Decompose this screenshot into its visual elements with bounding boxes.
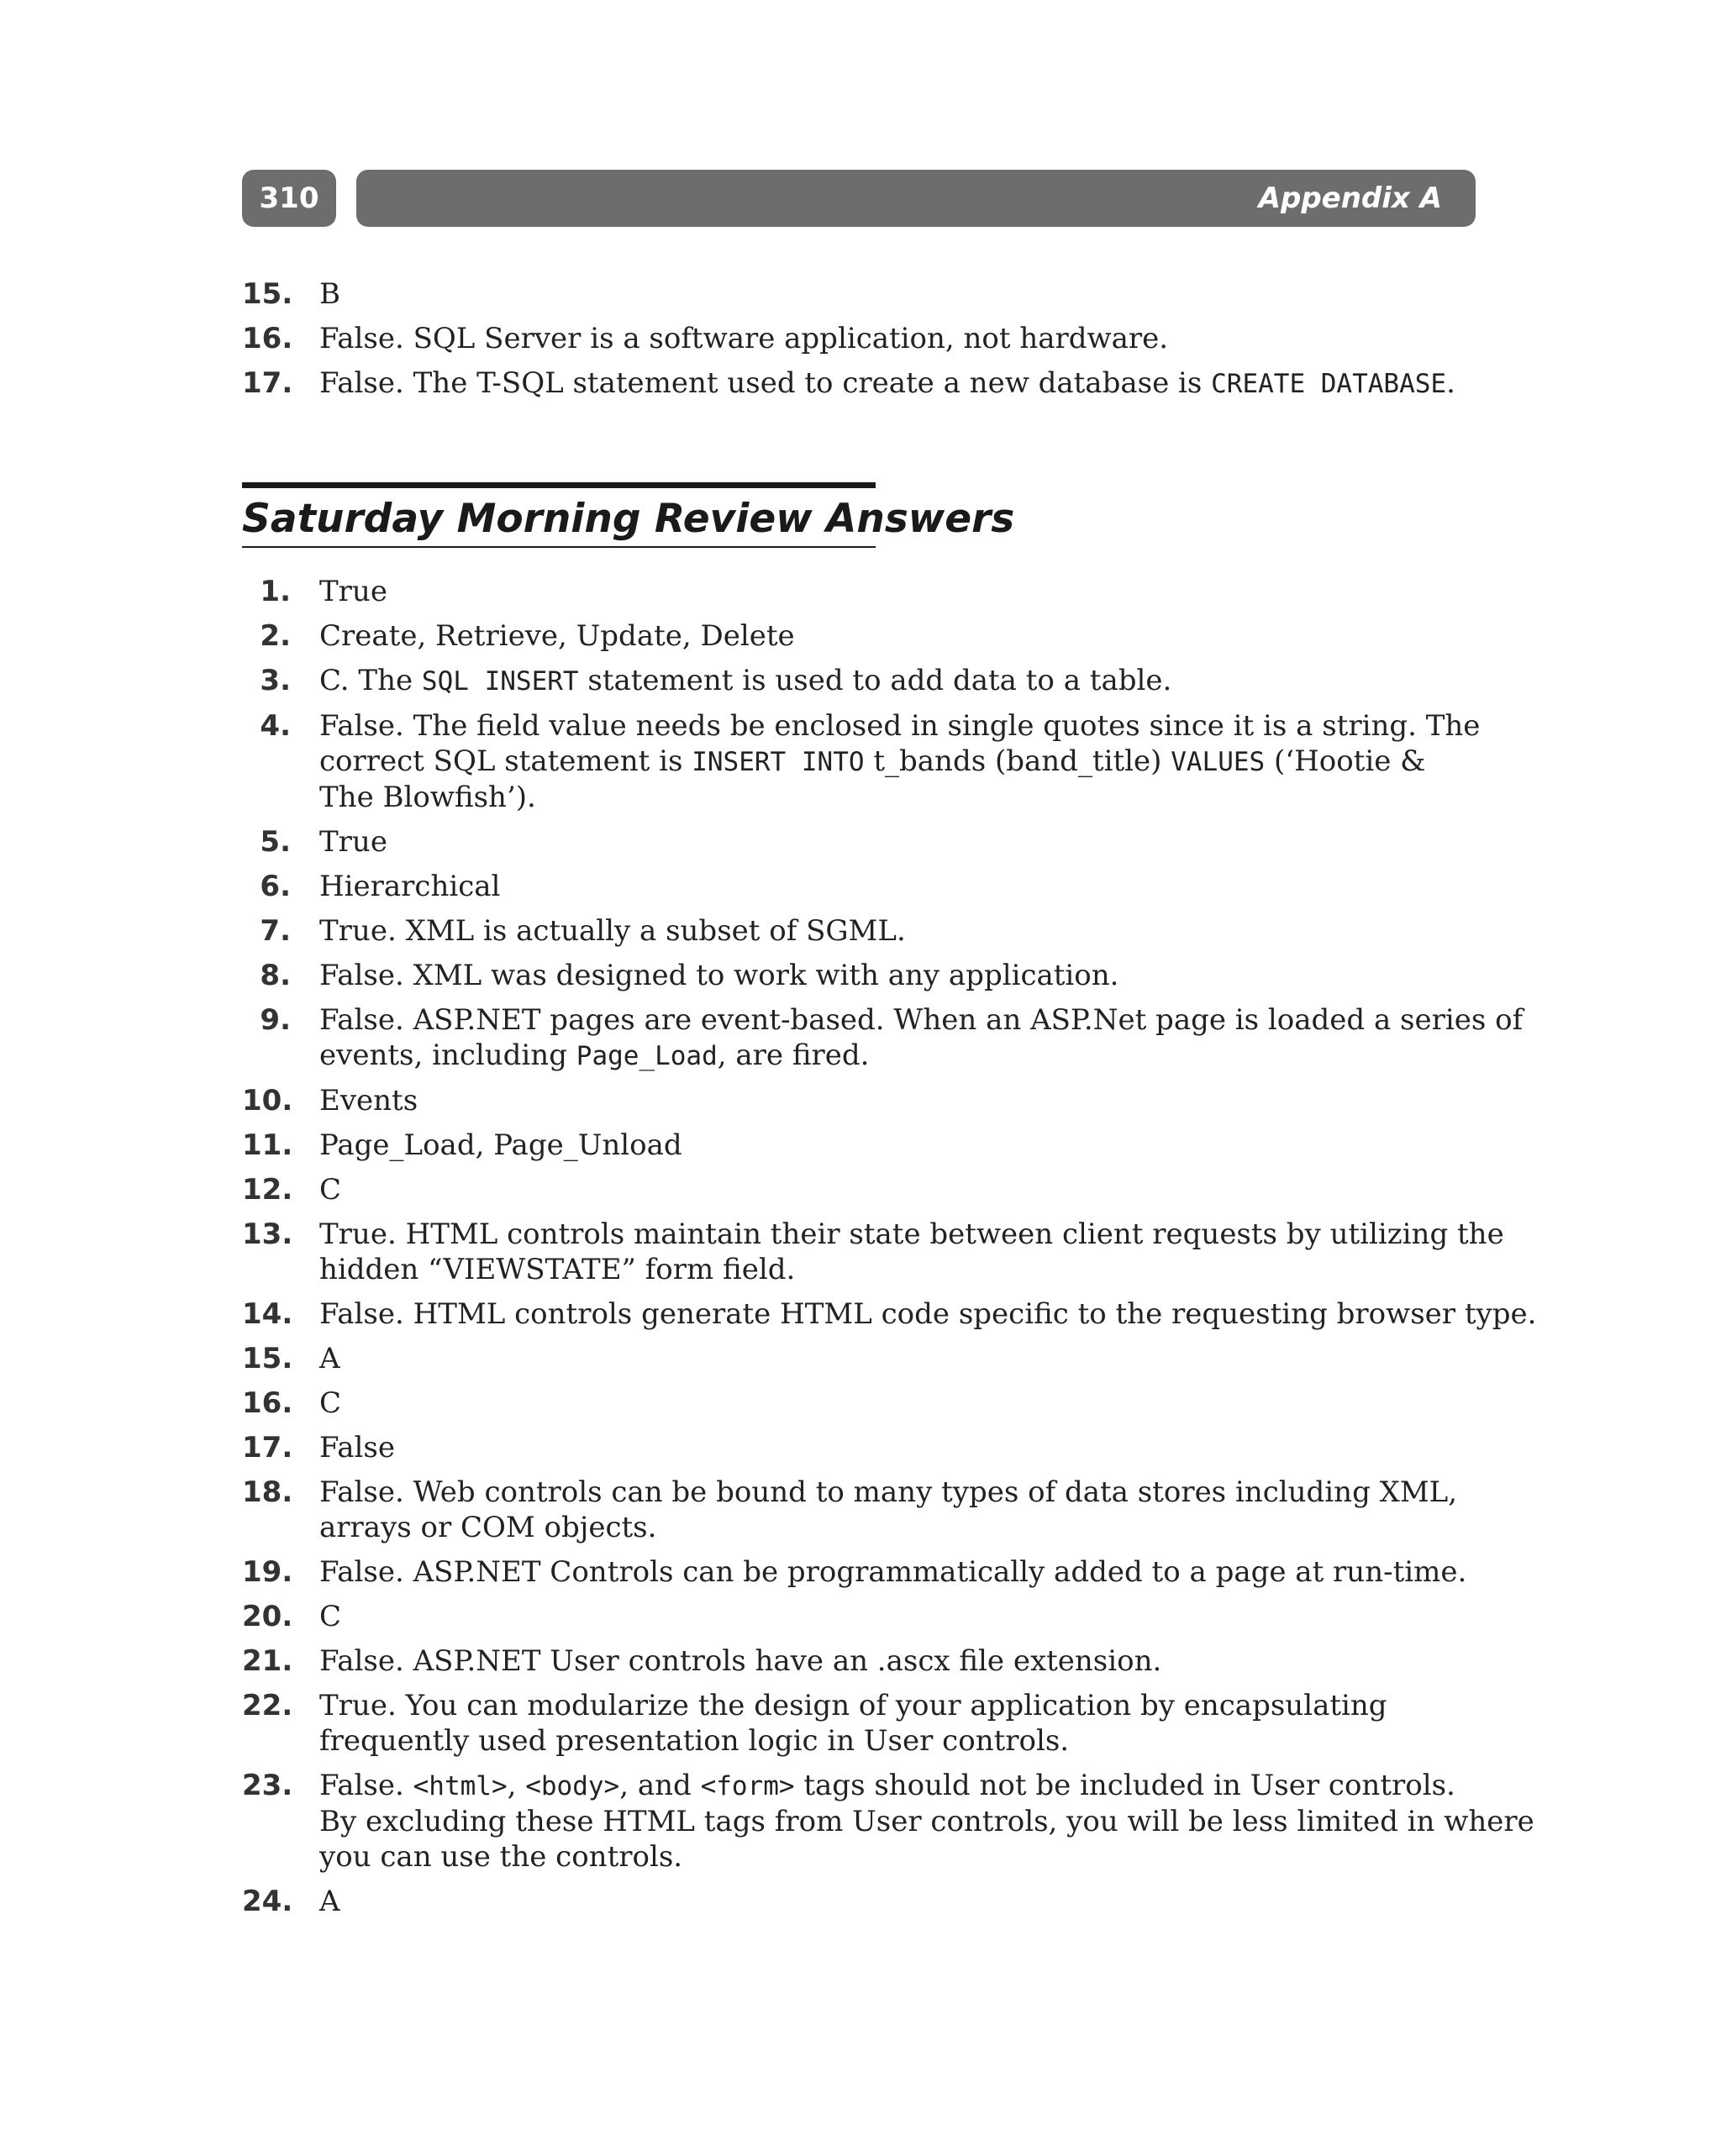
item-text: tags should not be included in User controls. bbox=[794, 1769, 1455, 1802]
item-text: statement is used to add data to a table. bbox=[578, 664, 1172, 697]
item-text: False. SQL Server is a software application, not hardware. bbox=[319, 322, 1169, 355]
item-number: 14. bbox=[242, 1297, 293, 1331]
answers-list bbox=[242, 574, 1537, 1928]
item-number: 9. bbox=[260, 1003, 291, 1037]
list-item bbox=[242, 1386, 1435, 1421]
item-number: 16. bbox=[242, 1386, 293, 1420]
item-text: C bbox=[319, 1600, 342, 1633]
list-item bbox=[242, 958, 1435, 993]
list-item bbox=[242, 913, 1435, 949]
item-text: True. XML is actually a subset of SGML. bbox=[319, 914, 906, 948]
item-number: 24. bbox=[242, 1885, 293, 1918]
item-number: 17. bbox=[242, 366, 293, 400]
item-text: events, including bbox=[319, 1039, 576, 1072]
item-text: , and bbox=[619, 1769, 701, 1802]
code-text: Page_Load bbox=[576, 1041, 718, 1071]
item-text: Hierarchical bbox=[319, 870, 501, 903]
code-text: <body> bbox=[525, 1771, 620, 1801]
item-number: 13. bbox=[242, 1217, 293, 1251]
item-text: . bbox=[1446, 366, 1455, 400]
item-text: B bbox=[319, 277, 340, 311]
code-text: <form> bbox=[700, 1771, 795, 1801]
item-text: By excluding these HTML tags from User controls, you will be less limited in where bbox=[319, 1805, 1534, 1838]
item-number: 17. bbox=[242, 1431, 293, 1465]
item-text: False. Web controls can be bound to many types of data stores including XML, bbox=[319, 1475, 1458, 1509]
item-text: False. The field value needs be enclosed in single quotes since it is a string. The bbox=[319, 709, 1481, 743]
list-item bbox=[242, 1296, 1537, 1332]
item-text: False. ASP.NET pages are event-based. When an ASP.Net page is loaded a series of bbox=[319, 1003, 1524, 1037]
item-text: A bbox=[319, 1885, 340, 1918]
item-number: 12. bbox=[242, 1173, 293, 1207]
item-text: frequently used presentation logic in User controls. bbox=[319, 1724, 1070, 1758]
header-bar bbox=[356, 170, 1476, 227]
item-text: arrays or COM objects. bbox=[319, 1511, 657, 1544]
list-item bbox=[242, 1768, 1534, 1875]
item-number: 11. bbox=[242, 1128, 293, 1162]
list-item bbox=[242, 321, 1435, 356]
item-text: True. You can modularize the design of your application by encapsulating bbox=[319, 1689, 1387, 1722]
running-header bbox=[242, 170, 1476, 227]
code-text: SQL INSERT bbox=[421, 666, 579, 697]
item-text: False. ASP.NET User controls have an .ascx file extension. bbox=[319, 1644, 1162, 1678]
item-text: The Blowfish’). bbox=[319, 781, 536, 814]
code-text: INSERT INTO bbox=[692, 747, 865, 777]
list-item bbox=[242, 1599, 1435, 1634]
code-text: VALUES bbox=[1171, 747, 1266, 777]
item-text: Events bbox=[319, 1084, 418, 1117]
page-number: 310 bbox=[242, 170, 336, 227]
item-text: you can use the controls. bbox=[319, 1840, 683, 1874]
list-item bbox=[242, 1430, 1435, 1465]
item-text: Page_Load, Page_Unload bbox=[319, 1128, 682, 1162]
list-item bbox=[242, 1884, 1435, 1919]
item-text: False. ASP.NET Controls can be programmatically added to a page at run-time. bbox=[319, 1555, 1467, 1589]
item-text: , bbox=[507, 1769, 526, 1802]
item-text: A bbox=[319, 1342, 340, 1375]
item-number: 6. bbox=[260, 870, 291, 903]
item-number: 15. bbox=[242, 1342, 293, 1375]
list-item bbox=[242, 1128, 1435, 1163]
item-number: 5. bbox=[260, 825, 291, 859]
item-number: 7. bbox=[260, 914, 291, 948]
item-text: C bbox=[319, 1386, 342, 1420]
item-number: 4. bbox=[260, 709, 291, 743]
item-text: False. XML was designed to work with any application. bbox=[319, 959, 1119, 992]
chapter-title: Appendix A bbox=[1258, 181, 1442, 215]
previous-answers-list bbox=[242, 276, 1455, 411]
item-text: correct SQL statement is bbox=[319, 744, 692, 778]
item-number: 15. bbox=[242, 277, 293, 311]
item-text: C. The bbox=[319, 664, 422, 697]
item-number: 1. bbox=[260, 575, 291, 608]
item-text: C bbox=[319, 1173, 342, 1207]
item-number: 16. bbox=[242, 322, 293, 355]
list-item bbox=[242, 1172, 1435, 1207]
code-text: <html> bbox=[413, 1771, 508, 1801]
list-item bbox=[242, 869, 1435, 904]
list-item bbox=[242, 1643, 1435, 1679]
item-text: True. HTML controls maintain their state between client requests by utilizing the bbox=[319, 1217, 1504, 1251]
item-text: hidden “VIEWSTATE” form field. bbox=[319, 1253, 796, 1286]
item-text: False bbox=[319, 1431, 395, 1465]
list-item bbox=[242, 1083, 1435, 1118]
list-item bbox=[242, 1475, 1458, 1545]
list-item bbox=[242, 1341, 1435, 1376]
list-item bbox=[242, 708, 1481, 815]
item-text: Create, Retrieve, Update, Delete bbox=[319, 619, 795, 653]
list-item bbox=[242, 276, 1435, 312]
item-number: 8. bbox=[260, 959, 291, 992]
item-text: True bbox=[319, 825, 387, 859]
item-number: 22. bbox=[242, 1689, 293, 1722]
list-item bbox=[242, 1688, 1435, 1759]
list-item bbox=[242, 663, 1435, 699]
code-text: CREATE DATABASE bbox=[1211, 369, 1447, 399]
list-item bbox=[242, 824, 1435, 860]
list-item bbox=[242, 618, 1435, 654]
section-heading: Saturday Morning Review Answers bbox=[242, 494, 876, 548]
item-number: 20. bbox=[242, 1600, 293, 1633]
item-text: t_bands (band_title) bbox=[864, 744, 1171, 778]
list-item bbox=[242, 1217, 1504, 1287]
item-number: 21. bbox=[242, 1644, 293, 1678]
item-text: (‘Hootie & bbox=[1265, 744, 1426, 778]
list-item bbox=[242, 365, 1455, 402]
section-rule bbox=[242, 482, 876, 488]
item-number: 23. bbox=[242, 1769, 293, 1802]
item-number: 18. bbox=[242, 1475, 293, 1509]
item-number: 2. bbox=[260, 619, 291, 653]
list-item bbox=[242, 1554, 1467, 1590]
item-text: False. The T-SQL statement used to create a new database is bbox=[319, 366, 1212, 400]
item-number: 19. bbox=[242, 1555, 293, 1589]
item-text: False. bbox=[319, 1769, 413, 1802]
list-item bbox=[242, 1002, 1524, 1074]
item-text: False. HTML controls generate HTML code specific to the requesting browser type. bbox=[319, 1297, 1537, 1331]
item-number: 3. bbox=[260, 664, 291, 697]
item-text: , are fired. bbox=[717, 1039, 870, 1072]
item-text: True bbox=[319, 575, 387, 608]
item-number: 10. bbox=[242, 1084, 293, 1117]
list-item bbox=[242, 574, 1435, 609]
